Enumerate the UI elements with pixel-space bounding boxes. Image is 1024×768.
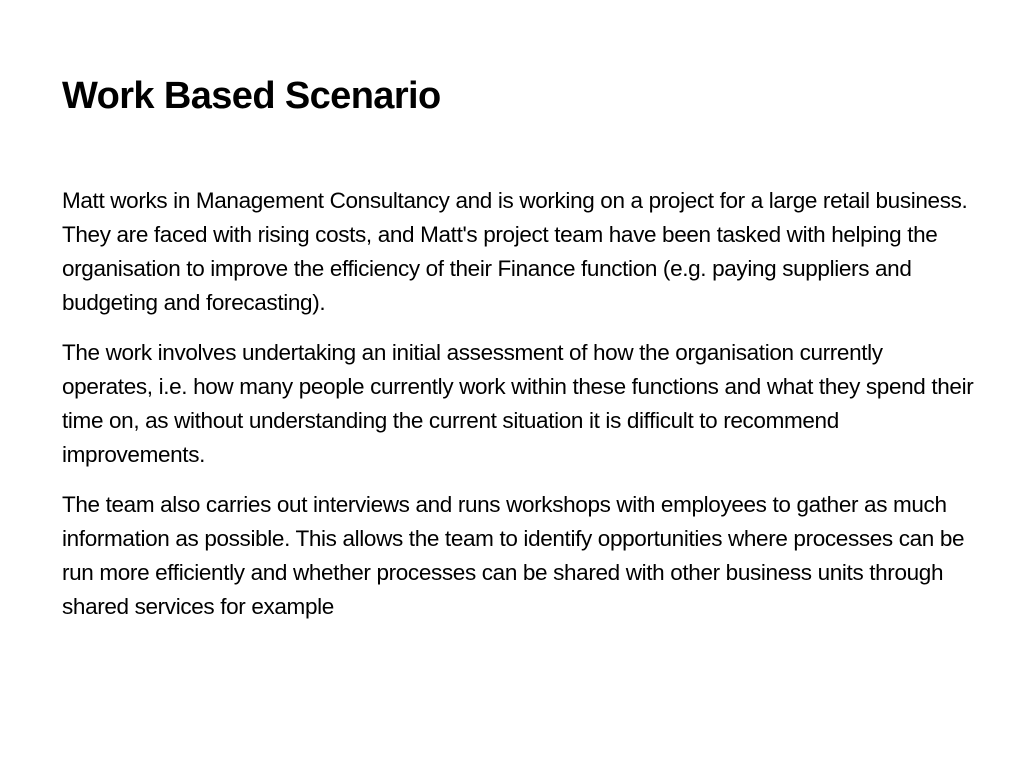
slide-body bbox=[62, 184, 974, 640]
paragraph-interviews-workshops: The team also carries out interviews and runs workshops with employees to gather as much information as possible. This allows the team to identify opportunities where processes can be run more efficiently and whether processes can be shared with other business units through shared services for example bbox=[62, 492, 965, 619]
slide-title: Work Based Scenario bbox=[62, 75, 441, 117]
paragraph-project-intro: Matt works in Management Consultancy and is working on a project for a large retail business. They are faced with rising costs, and Matt's project team have been tasked with helping the organisation to improve the efficiency of their Finance function (e.g. paying suppliers and budgeting and forecasting). bbox=[62, 188, 968, 315]
paragraph-initial-assessment: The work involves undertaking an initial assessment of how the organisation currently operates, i.e. how many people currently work within these functions and what they spend their time on, as without understanding the current situation it is difficult to recommend improvements. bbox=[62, 340, 974, 467]
